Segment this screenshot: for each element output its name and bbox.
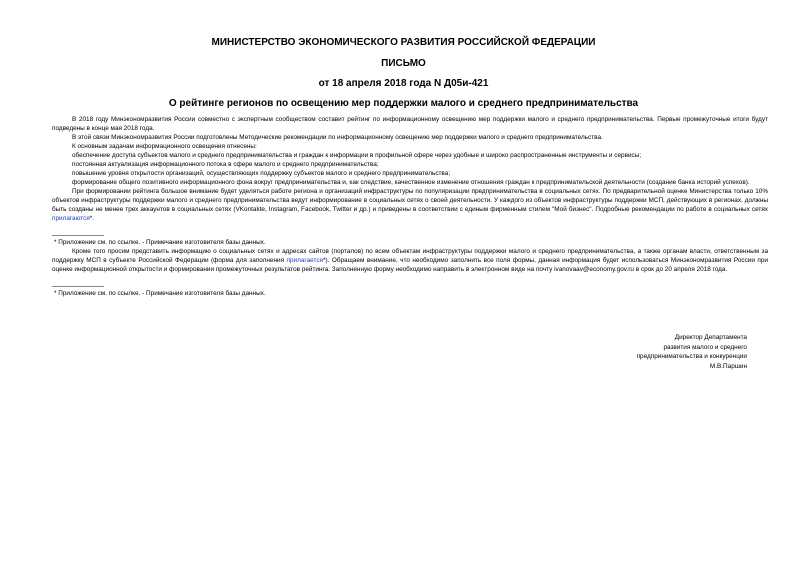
paragraph-form-text: Кроме того просим представить информацию о социальных сетях и адресах сайтов (порталов) по всем объектам инфраструктуры поддержки малого и среднего предпринимательства, а также органам власти, ответственным за поддержку МСП в субъекте Российской Федерации (форма для заполнения	[52, 248, 768, 264]
task-item-access: обеспечение доступа субъектов малого и среднего предпринимательства и граждан к информации в профильной сфере через удобные и широко распространенные инструменты и сервисы;	[72, 152, 642, 159]
task-item-actualization: постоянная актуализация информационного потока в сфере малого и среднего предпринимательства;	[72, 161, 379, 168]
paragraph-social-networks	[52, 187, 768, 223]
paragraph-methodology: В этой связи Минэкономразвития России подготовлены Методические рекомендации по информационному освещению мер поддержки малого и среднего предпринимательства.	[72, 134, 603, 141]
signatory-title-line3: предпринимательства и конкуренции	[636, 353, 747, 360]
attachment-link-form[interactable]: прилагается	[286, 257, 323, 264]
document-type: ПИСЬМО	[381, 58, 426, 69]
signature-block	[637, 333, 747, 371]
paragraph-form-request	[52, 247, 768, 274]
document-date-number: от 18 апреля 2018 года N Д05и-421	[318, 78, 489, 89]
paragraph-social-text: При формировании рейтинга большое внимание будет уделяться работе региона и организаций инфраструктуры по популяризации предпринимательства в социальных сетях. По предварительной оценке Министерства только 10% объектов инфраструктуры поддержки малого и среднего предпринимательства ведут информирование в социальных сетях о своей деятельности. У каждого из объектов инфраструктуры поддержки МСП, действующих в регионах, должны быть созданы не менее трех аккаунтов в социальных сетях (VKontakte, Instagram, Facebook, Twitter и др.) и приведены в соответствии с единым фирменным стилем "Мой бизнес". Подробные рекомендации по работе в социальных сетях	[52, 188, 768, 213]
paragraph-tasks-header: К основным задачам информационного освещения отнесены:	[72, 143, 257, 150]
footnote-2: * Приложение см. по ссылке. - Примечание изготовителя базы данных.	[54, 290, 266, 297]
ministry-heading: МИНИСТЕРСТВО ЭКОНОМИЧЕСКОГО РАЗВИТИЯ РОССИЙСКОЙ ФЕДЕРАЦИИ	[211, 37, 596, 48]
signatory-name: М.В.Паршин	[709, 362, 747, 370]
letter-body	[52, 115, 768, 298]
footnote-divider	[52, 286, 104, 287]
task-item-openness: повышение уровня открытости организаций, осуществляющих поддержку субъектов малого и среднего предпринимательства;	[72, 170, 451, 177]
attachment-link-recommendations[interactable]: прилагаются	[52, 215, 90, 222]
footnote-marker: *.	[89, 215, 95, 222]
footnote-1: * Приложение см. по ссылке. - Примечание изготовителя базы данных.	[54, 239, 266, 246]
paragraph-form-end: *). Обращаем внимание, что необходимо заполнить все поля формы, данная информация будет использоваться Минэкономразвития России при оценке информационной открытости и формировании промежуточных результатов рейтинга. Заполненную форму необходимо направить в электронном виде на почту ivanovaav@economy.gov.ru в срок до 20 апреля 2018 года.	[52, 257, 768, 273]
task-item-positive-background: формирование общего позитивного информационного фона вокруг предпринимательства и, как следствие, качественное изменение отношения граждан к предпринимательской деятельности (создание банка историй успехов).	[72, 179, 750, 186]
paragraph-rating-intro: В 2018 году Минэкономразвития России совместно с экспертным сообществом составит рейтинг по информационному освещению мер поддержки малого и среднего предпринимательства. Первые промежуточные итоги будут подведены в конце мая 2018 года.	[52, 116, 768, 132]
signatory-title-line2: развития малого и среднего	[663, 343, 747, 351]
signatory-title-line1: Директор Департамента	[674, 334, 747, 341]
footnote-divider	[52, 235, 104, 236]
document-subject: О рейтинге регионов по освещению мер поддержки малого и среднего предпринимательства	[168, 98, 639, 109]
